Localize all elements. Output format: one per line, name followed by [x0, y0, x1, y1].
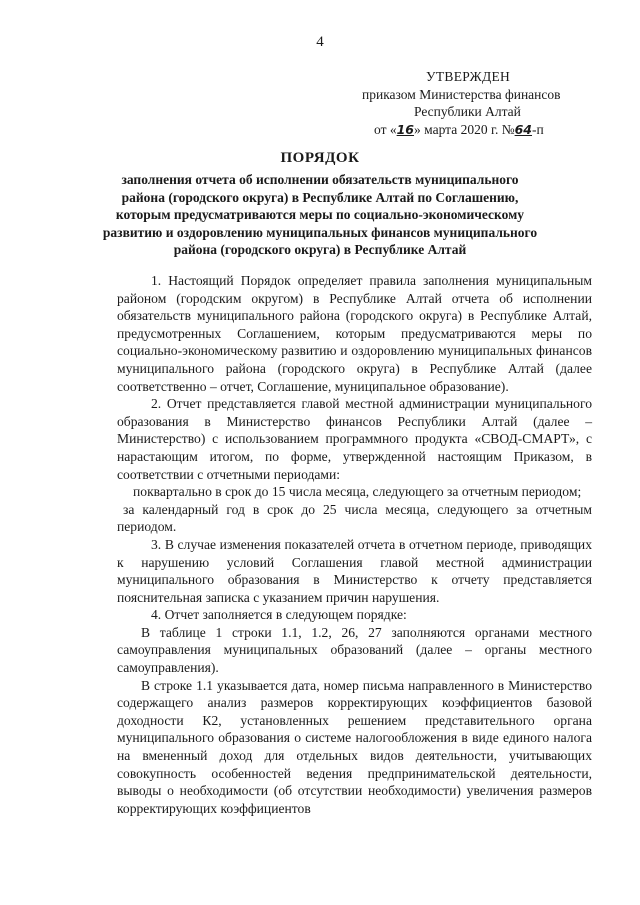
- paragraph-4: 4. Отчет заполняется в следующем порядке:: [151, 607, 407, 623]
- document-title: ПОРЯДОК: [280, 150, 360, 166]
- approval-order-suffix: -п: [532, 121, 544, 137]
- paragraph-2-annual: за календарный год в срок до 25 числа месяца, следующего за отчетным периодом.: [117, 501, 592, 535]
- document-subtitle: заполнения отчета об исполнении обязательств муниципального района (городского округа) в Республике Алтай по Соглашению, которым предусматриваются меры по социально-экономическому развитию и оздоровлению муниципальных финансов муниципального района (городского округа) в Республике Алтай: [102, 172, 538, 257]
- paragraph-2: 2. Отчет представляется главой местной администрации муниципального образования в Министерство финансов Республики Алтай (далее – Министерство) с использованием программного продукта «СВОД-СМАРТ», с нарастающим итогом, по форме, утвержденной настоящим Приказом, в соответствии с отчетными периодами:: [117, 396, 592, 482]
- approval-date-prefix: от «: [374, 121, 397, 137]
- approval-order-number: 64: [514, 121, 533, 137]
- approval-date-line: [340, 121, 600, 139]
- paragraph-row-1-1: В строке 1.1 указывается дата, номер письма направленного в Министерство содержащего анализ размеров корректирующих коэффициентов базовой доходности К2, установленных решением представительного органа муниципального образования о системе налогообложения в виде единого налога на вмененный доход для отдельных видов деятельности, учитывающих совокупность особенностей ведения предпринимательской деятельности, выводы о необходимости (об отсутствии необходимости) увеличения размеров корректирующих коэффициентов: [117, 677, 592, 816]
- approval-date-middle: » марта 2020 г. №: [414, 121, 515, 137]
- paragraph-1: 1. Настоящий Порядок определяет правила заполнения муниципальным районом (городским округом) в Республике Алтай отчета об исполнении обязательств муниципального района (городского округа) в Республике Алтай, предусмотренных Соглашением, которым предусматриваются меры по социально-экономическому развитию и оздоровлению муниципальных финансов муниципального района (городского округа) в Республике Алтай (далее соответственно – отчет, Соглашение, муниципальное образование).: [117, 273, 592, 394]
- paragraph-table-1: В таблице 1 строки 1.1, 1.2, 26, 27 заполняются органами местного самоуправления муниципальных образований (далее – органы местного самоуправления).: [117, 624, 592, 676]
- paragraph-3: 3. В случае изменения показателей отчета в отчетном периоде, приводящих к нарушению условий Соглашения главой местной администрации муниципального образования в Министерство к отчету представляется пояснительная записка с указанием причин нарушения.: [117, 536, 592, 605]
- approval-line-ministry: приказом Министерства финансов: [362, 86, 561, 102]
- approval-stamp: [340, 68, 600, 138]
- page-number: 4: [316, 34, 324, 50]
- approval-line-republic: Республики Алтай: [414, 104, 521, 119]
- approval-heading: УТВЕРЖДЕН: [426, 69, 511, 84]
- paragraph-2-quarterly: поквартально в срок до 15 числа месяца, следующего за отчетным периодом;: [133, 484, 582, 500]
- approval-date-day: 16: [396, 121, 415, 137]
- document-body: [117, 272, 592, 817]
